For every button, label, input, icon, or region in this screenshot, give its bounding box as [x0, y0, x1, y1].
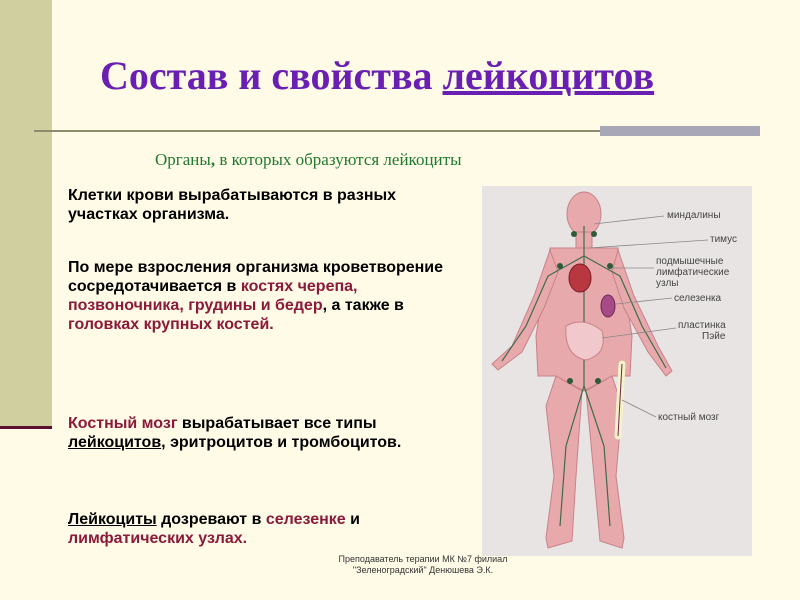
label-axillary-line1: подмышечные — [656, 256, 724, 267]
subtitle-word: Органы — [155, 150, 211, 169]
heart-shape — [569, 264, 591, 292]
para2-text: По мере взросления организма кроветворение сосредотачивается в — [68, 259, 444, 295]
paragraph-hematopoiesis — [68, 258, 468, 334]
title-text: Состав и свойства — [100, 53, 443, 98]
paragraph-blood-cells — [68, 186, 468, 224]
para3-marrow: Костный мозг — [68, 415, 178, 432]
paragraph-maturation — [68, 510, 468, 548]
inguinal-node-right — [567, 378, 573, 384]
para2-bones: костях черепа, позвоночника, грудины и бедер — [68, 278, 358, 314]
left-decor-band-lower — [0, 427, 52, 600]
para3-leukocytes: лейкоцитов — [68, 434, 162, 451]
tonsils-node — [571, 231, 577, 237]
para4-lymph-nodes: лимфатических узлах. — [68, 530, 248, 547]
leader-marrow — [622, 400, 656, 417]
para4-and: и — [345, 511, 360, 528]
para2-heads: головках крупных костей. — [68, 316, 274, 333]
label-peyer-line1: пластинка — [678, 320, 726, 331]
subtitle-comma: , — [210, 150, 216, 169]
slide-subtitle — [155, 150, 462, 170]
para4-spleen: селезенке — [265, 511, 346, 528]
title-underlined-word: лейкоцитов — [442, 53, 655, 98]
subtitle-rest: в которых образуются лейкоциты — [215, 150, 462, 169]
slide-footer — [316, 554, 530, 576]
lymphatic-system-figure — [482, 186, 752, 556]
leader-tonsils — [594, 216, 664, 224]
right-leg-shape — [546, 376, 582, 548]
paragraph-bone-marrow — [68, 414, 468, 452]
para1-text: Клетки крови вырабатываются в разных участках организма. — [68, 187, 397, 223]
tonsils-node-2 — [591, 231, 597, 237]
label-axillary-line3: узлы — [656, 278, 679, 289]
footer-line-2: "Зеленоградский" Денюшева Э.К. — [352, 565, 494, 575]
para4-text: дозревают в — [156, 511, 266, 528]
title-divider-thick — [600, 126, 760, 136]
para4-leukocytes: Лейкоциты — [68, 511, 157, 528]
para2-also: , а также в — [322, 297, 404, 314]
slide-title — [100, 52, 654, 99]
label-spleen: селезенка — [674, 293, 722, 304]
para3-rest: , эритроцитов и тромбоцитов. — [161, 434, 402, 451]
spleen-shape — [601, 295, 615, 317]
label-peyer-line2: Пэйе — [702, 331, 726, 342]
inguinal-node-left — [595, 378, 601, 384]
label-tonsils: миндалины — [667, 210, 721, 221]
title-divider-thin — [34, 130, 600, 132]
para3-text: вырабатывает все типы — [177, 415, 377, 432]
axillary-node-right — [557, 263, 563, 269]
body-illustration — [482, 186, 752, 556]
leader-thymus — [588, 240, 708, 248]
label-axillary-line2: лимфатические — [656, 267, 730, 278]
label-thymus: тимус — [710, 234, 738, 245]
label-marrow: костный мозг — [658, 412, 720, 423]
left-decor-line — [0, 426, 52, 429]
footer-line-1: Преподаватель терапии МК №7 филиал — [338, 554, 508, 564]
